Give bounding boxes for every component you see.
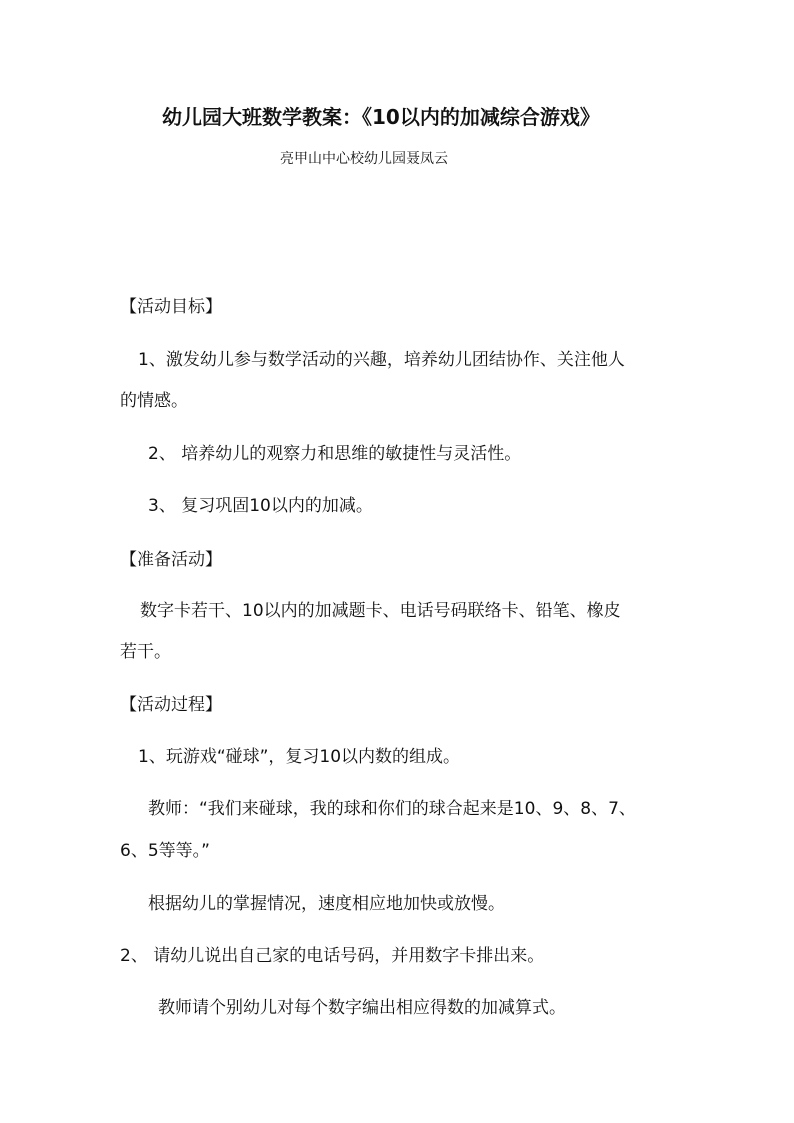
teacher-instruction-2: 教师请个别幼儿对每个数字编出相应得数的加减算式。 (158, 998, 566, 1018)
process-step-1: 1、玩游戏“碰球”，复习10以内数的组成。 (138, 747, 461, 767)
preparation-text: 数字卡若干、10以内的加减题卡、电话号码联络卡、铅笔、橡皮 (140, 601, 621, 621)
goal-item-2: 2、 培养幼儿的观察力和思维的敏捷性与灵活性。 (148, 444, 522, 464)
section-heading-goals: 【活动目标】 (120, 297, 222, 317)
goal-item-1-continued: 的情感。 (120, 391, 188, 411)
section-heading-process: 【活动过程】 (120, 695, 222, 715)
teacher-quote-1-continued: 6、5等等。” (120, 841, 210, 861)
teacher-quote-1: 教师：“我们来碰球，我的球和你们的球合起来是10、9、8、7、 (148, 799, 636, 819)
process-step-2: 2、 请幼儿说出自己家的电话号码，并用数字卡排出来。 (120, 946, 545, 966)
page-title: 幼儿园大班数学教案：《10以内的加减综合游戏》 (162, 105, 600, 129)
goal-item-1: 1、激发幼儿参与数学活动的兴趣，培养幼儿团结协作、关注他人 (138, 350, 625, 370)
preparation-text-continued: 若干。 (120, 642, 171, 662)
section-heading-preparation: 【准备活动】 (120, 550, 222, 570)
process-step-1-note: 根据幼儿的掌握情况，速度相应地加快或放慢。 (148, 894, 505, 914)
author-line: 亮甲山中心校幼儿园聂凤云 (280, 151, 448, 167)
goal-item-3: 3、 复习巩固10以内的加减。 (148, 496, 373, 516)
